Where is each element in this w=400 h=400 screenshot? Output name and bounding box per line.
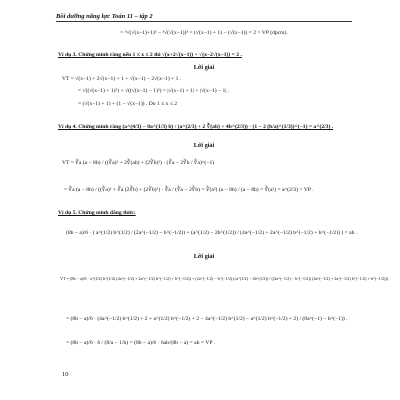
eq-line-ex5-claim: (8b − a)/6 · ( a^(1/2) b^(1/2) / (2a^(−1/2) − b^(−1/2)) + (a^(1/2) − 2b^(1/2)) / (4a^(−1/2) + 2a^(−1/2) b^(−1/2) + b^(−1/2)) ) = ab . [66,230,358,236]
page-header: Bồi dưỡng năng lực Toán 11 – tập 2 [56,13,352,22]
page-number: 10 [62,371,69,378]
eq-line-ex3-a: VT = √(x−1) + 2√(x−1) + 1 + √(x−1) − 2√(x−1) + 1 . [62,76,182,82]
eq-line-ex5-a: VT = (8b − a)/6 · a^(1/2) b^(1/2) (4a^(−1/2) + 2a^(−1/2) b^(−1/2) + b^(−1/2)) + (2a^(−1/2) − b^(−1/2)) (a^(1/2) − 2b^(1/2)) / ((2a^(−1/2) − b^(−1/2)) (4a^(−1/2) + 2a^(−1/2) b^(−1/2) + b^(−1/2))) . [60,276,391,281]
solution-heading-4: Lời giải [193,142,215,149]
example-5-statement: Ví dụ 5. Chứng minh đẳng thức: [58,210,136,216]
eq-line-ex4-a: VT = ∛a (a − 8b) / ((∛a)² + 2∛(ab) + (2∛b)²) · (∛a − 2∛b / ∛a)^(−1) [62,160,215,166]
eq-line-ex3-c: = (√(x−1) + 1) + (1 − √(x−1)) . Do 1 ≤ x ≤ 2 [78,101,178,107]
solution-heading-5: Lời giải [193,253,215,260]
eq-line-ex3-b: = √((√(x−1) + 1)²) + √((√(x−1) − 1)²) = |√(x−1) + 1| + |√(x−1) − 1| . [78,88,230,94]
eq-line-ex5-c: = (8b − a)/6 · 6 / (8/a − 1/b) = (8b − a)/6 · 6ab/(8b − a) = ab = VP . [66,340,216,346]
eq-line-ex5-b: = (8b − a)/6 · (4a^(−1/2) b^(1/2) + 2 + a^(1/2) b^(−1/2) + 2 − 4a^(−1/2) b^(1/2) − a^(1/2) b^(−1/2) + 2) / (8a^(−1) − b^(−1)) . [66,316,348,322]
example-4-statement: Ví dụ 4. Chứng minh rằng (a^(4/3) − 8a^(1/3) b) / (a^(2/3) + 2 ∛(ab) + 4b^(2/3)) · (1 − 2 (b/a)^(1/3))^(−1) = a^(2/3) . [58,124,334,130]
eq-line-conclusion-ex2: = ³√(√(x−1)+1)³ − ³√(√(x−1))³ = (√(x−1) + 1) − (√(x−1)) = 2 = VP (dpcm). [120,30,288,36]
example-3-statement: Ví dụ 3. Chứng minh rằng nếu 1 ≤ x ≤ 2 thì √(x+2√(x−1)) + √(x−2√(x−1)) = 2 . [58,52,242,58]
eq-line-ex4-b: = ∛a (a − 8b) / ((∛a)² + ∛a (2∛b) + (2∛b)²) · ∛a / (∛a − 2∛b) = ∛(a²) (a − 8b) / (a − 8b) = ∛(a²) = a^(2/3) = VP . [64,187,314,193]
solution-heading-3: Lời giải [193,64,215,71]
